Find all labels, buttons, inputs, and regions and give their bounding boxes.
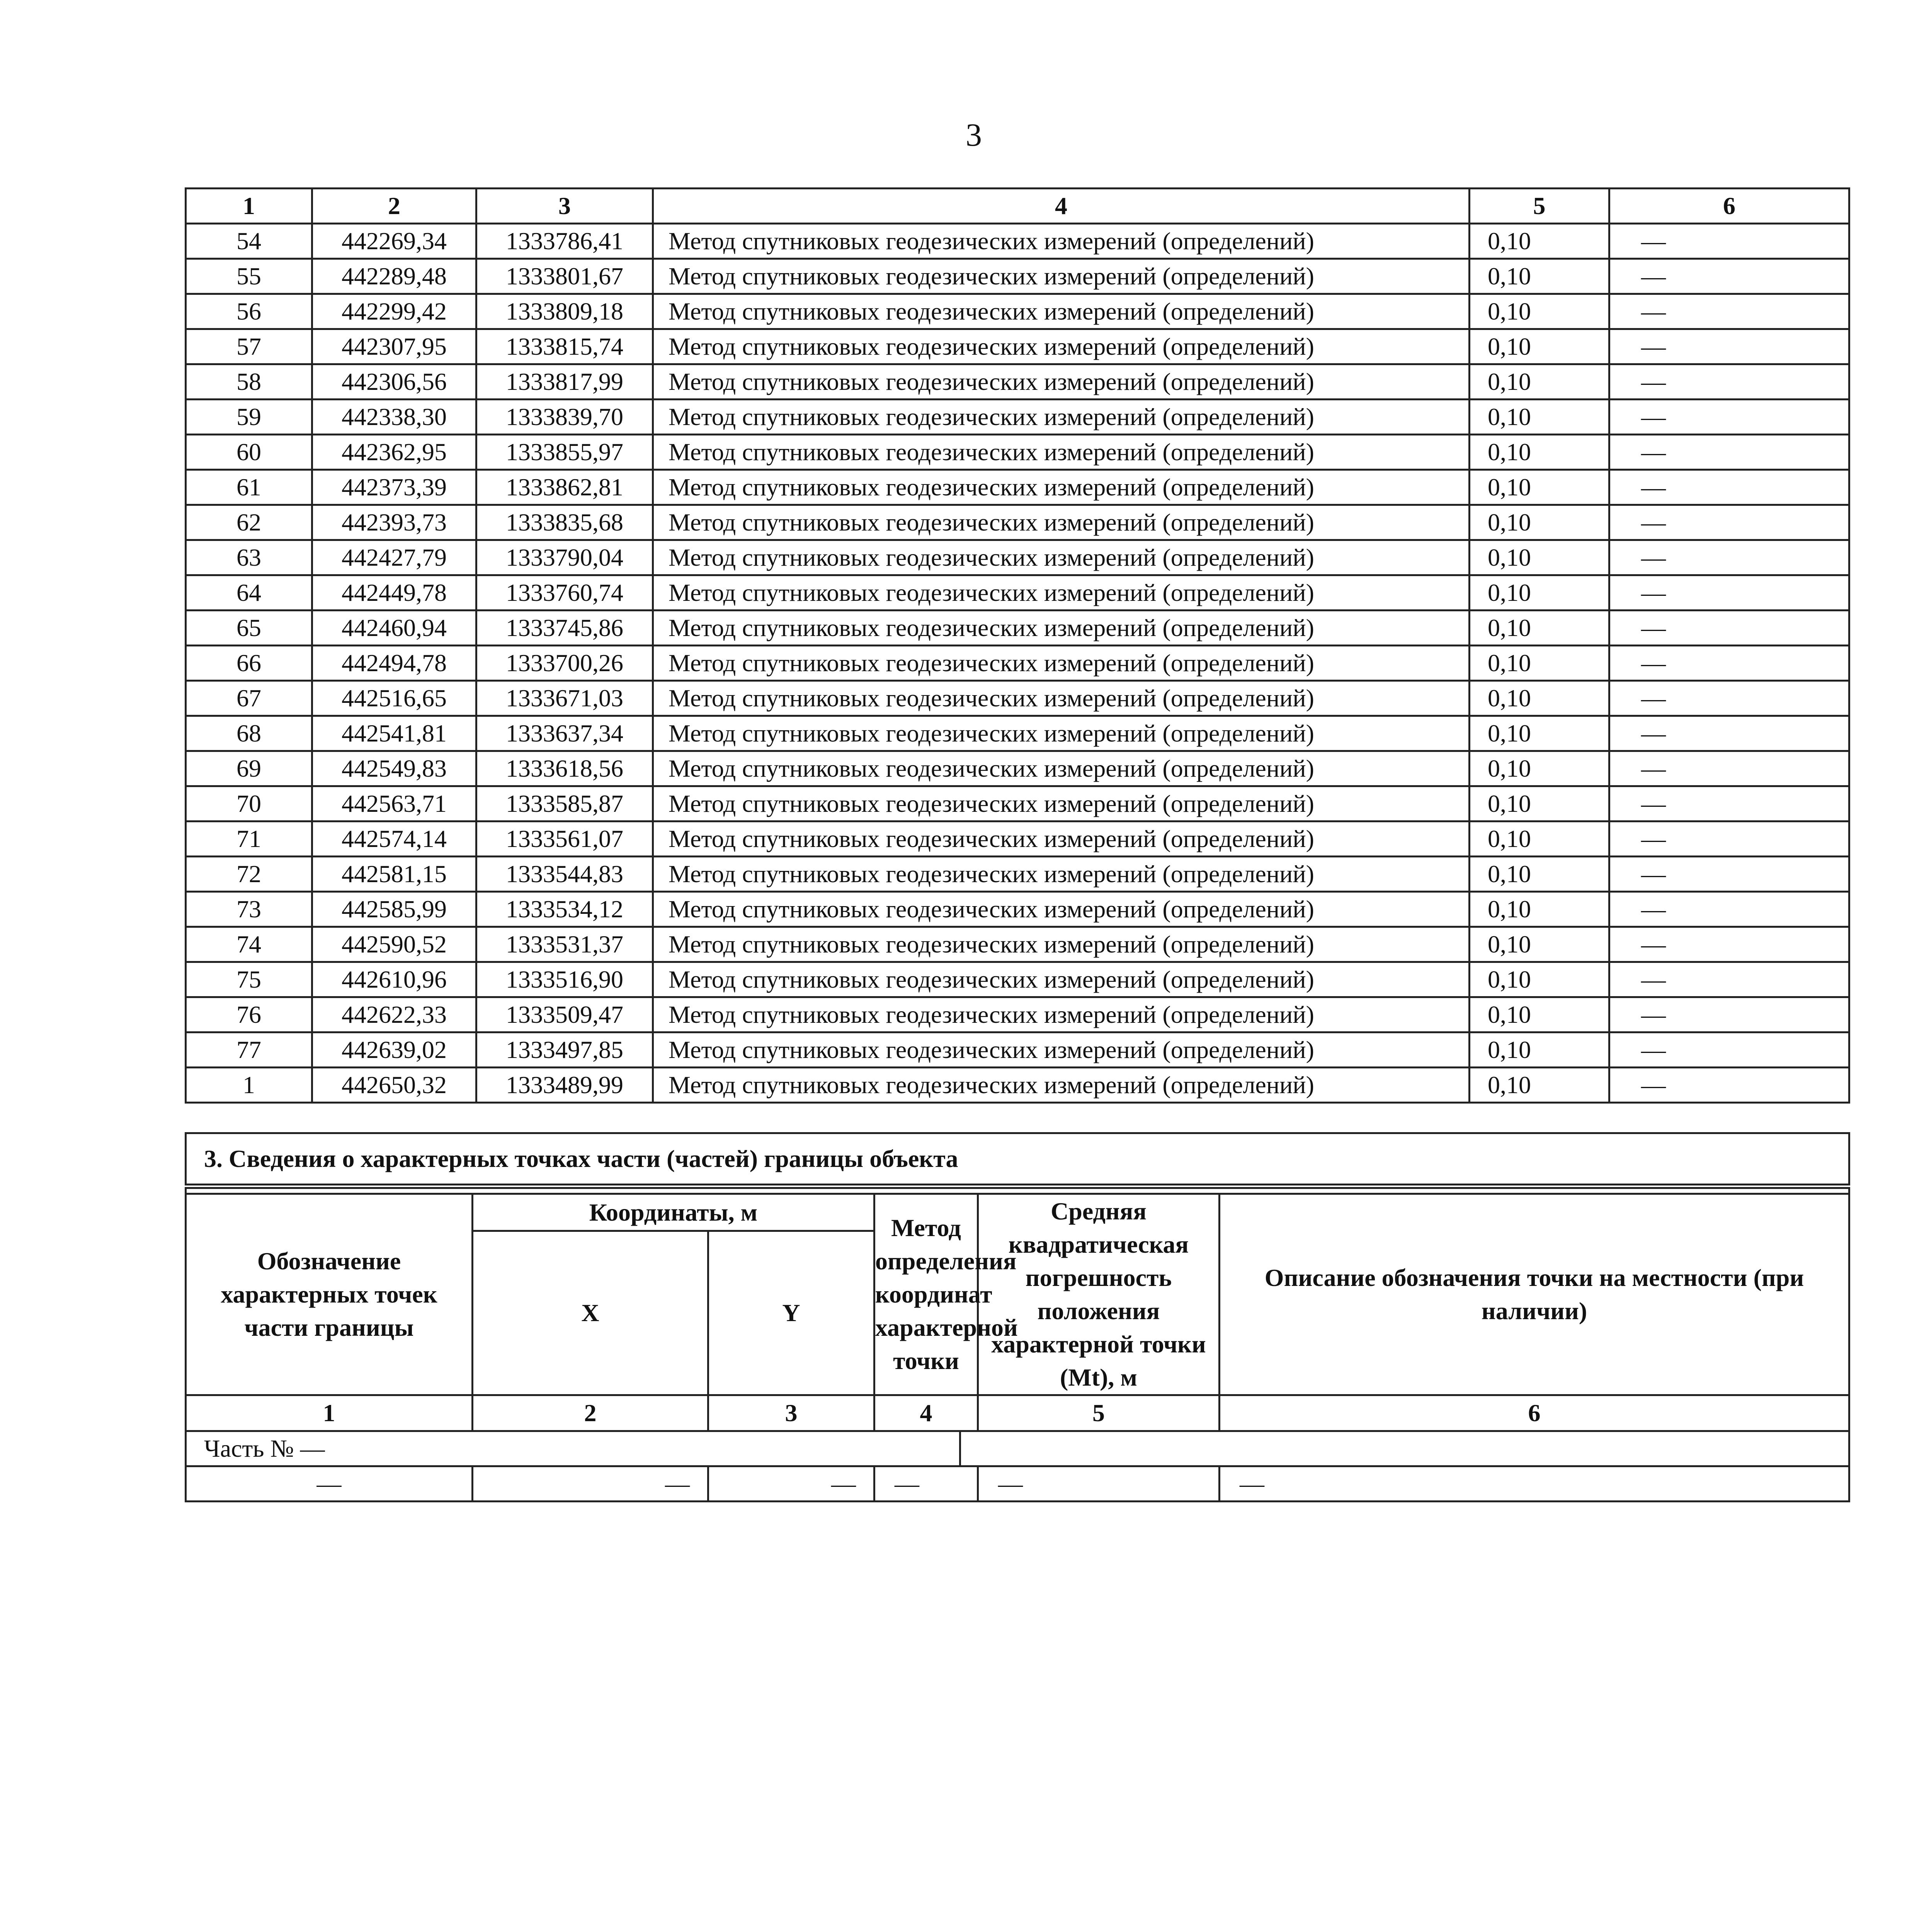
point-number: 72 xyxy=(186,857,312,892)
point-description: — xyxy=(1609,435,1849,470)
method: Метод спутниковых геодезических измерений (определений) xyxy=(653,997,1470,1032)
point-description: — xyxy=(1609,540,1849,575)
table-row xyxy=(186,611,1849,646)
y-coordinate: 1333671,03 xyxy=(476,681,653,716)
header-x: X xyxy=(473,1231,708,1395)
mean-square-error: 0,10 xyxy=(1470,400,1609,435)
x-coordinate: 442622,33 xyxy=(312,997,476,1032)
x-coordinate: 442299,42 xyxy=(312,294,476,329)
y-coordinate: 1333489,99 xyxy=(476,1068,653,1103)
header-point-designation: Обозначение характерных точек части границы xyxy=(186,1194,473,1395)
table-row xyxy=(186,505,1849,540)
part-row xyxy=(186,1431,1849,1466)
point-description: — xyxy=(1609,224,1849,259)
y-coordinate: 1333839,70 xyxy=(476,400,653,435)
mean-square-error: 0,10 xyxy=(1470,575,1609,611)
point-number: 70 xyxy=(186,786,312,821)
point-description: — xyxy=(1609,681,1849,716)
part-number-label: Часть № — xyxy=(186,1431,960,1466)
table-row xyxy=(186,786,1849,821)
point-number: 76 xyxy=(186,997,312,1032)
mean-square-error: 0,10 xyxy=(1470,927,1609,962)
point-number: 71 xyxy=(186,821,312,857)
table-row xyxy=(186,1466,1849,1502)
table-row xyxy=(186,364,1849,400)
x-coordinate: 442338,30 xyxy=(312,400,476,435)
y-coordinate: 1333516,90 xyxy=(476,962,653,997)
mean-square-error: 0,10 xyxy=(1470,224,1609,259)
y-coordinate: 1333509,47 xyxy=(476,997,653,1032)
table-row xyxy=(186,294,1849,329)
x-coordinate: 442585,99 xyxy=(312,892,476,927)
x-coordinate: 442563,71 xyxy=(312,786,476,821)
header-point-description: Описание обозначения точки на местности (при наличии) xyxy=(1220,1194,1849,1395)
mean-square-error: 0,10 xyxy=(1470,364,1609,400)
y-coordinate: 1333835,68 xyxy=(476,505,653,540)
point-description: — xyxy=(1609,857,1849,892)
point-number: 58 xyxy=(186,364,312,400)
column-number: 3 xyxy=(708,1395,874,1431)
method: Метод спутниковых геодезических измерений (определений) xyxy=(653,892,1470,927)
mean-square-error: 0,10 xyxy=(1470,646,1609,681)
table-row xyxy=(186,892,1849,927)
y-coordinate: 1333790,04 xyxy=(476,540,653,575)
y-coordinate: 1333637,34 xyxy=(476,716,653,751)
x-coordinate: 442549,83 xyxy=(312,751,476,786)
x-coordinate: 442516,65 xyxy=(312,681,476,716)
method: Метод спутниковых геодезических измерений (определений) xyxy=(653,1068,1470,1103)
y-coordinate: 1333534,12 xyxy=(476,892,653,927)
column-number: 1 xyxy=(186,189,312,224)
y-coordinate: 1333544,83 xyxy=(476,857,653,892)
point-number: 77 xyxy=(186,1032,312,1068)
y-coordinate: 1333855,97 xyxy=(476,435,653,470)
mean-square-error: 0,10 xyxy=(1470,997,1609,1032)
method: Метод спутниковых геодезических измерений (определений) xyxy=(653,751,1470,786)
point-number: 54 xyxy=(186,224,312,259)
point-description: — xyxy=(1609,821,1849,857)
point-number: 66 xyxy=(186,646,312,681)
dash-cell: — xyxy=(1220,1466,1849,1502)
point-number: 63 xyxy=(186,540,312,575)
x-coordinate: 442269,34 xyxy=(312,224,476,259)
x-coordinate: 442306,56 xyxy=(312,364,476,400)
x-coordinate: 442494,78 xyxy=(312,646,476,681)
x-coordinate: 442581,15 xyxy=(312,857,476,892)
column-number: 6 xyxy=(1220,1395,1849,1431)
x-coordinate: 442449,78 xyxy=(312,575,476,611)
method: Метод спутниковых геодезических измерений (определений) xyxy=(653,962,1470,997)
point-description: — xyxy=(1609,997,1849,1032)
point-number: 1 xyxy=(186,1068,312,1103)
point-description: — xyxy=(1609,400,1849,435)
method: Метод спутниковых геодезических измерений (определений) xyxy=(653,927,1470,962)
point-description: — xyxy=(1609,364,1849,400)
method: Метод спутниковых геодезических измерений (определений) xyxy=(653,1032,1470,1068)
column-number: 4 xyxy=(874,1395,978,1431)
x-coordinate: 442307,95 xyxy=(312,329,476,364)
point-description: — xyxy=(1609,892,1849,927)
point-description: — xyxy=(1609,786,1849,821)
table-row xyxy=(186,821,1849,857)
point-number: 60 xyxy=(186,435,312,470)
y-coordinate: 1333531,37 xyxy=(476,927,653,962)
method: Метод спутниковых геодезических измерений (определений) xyxy=(653,540,1470,575)
table-row xyxy=(186,681,1849,716)
y-coordinate: 1333862,81 xyxy=(476,470,653,505)
mean-square-error: 0,10 xyxy=(1470,470,1609,505)
mean-square-error: 0,10 xyxy=(1470,892,1609,927)
x-coordinate: 442460,94 xyxy=(312,611,476,646)
point-number: 74 xyxy=(186,927,312,962)
point-number: 68 xyxy=(186,716,312,751)
mean-square-error: 0,10 xyxy=(1470,294,1609,329)
point-description: — xyxy=(1609,962,1849,997)
header-mean-square-error: Средняя квадратическая погрешность положения характерной точки (Mt), м xyxy=(978,1194,1220,1395)
x-coordinate: 442289,48 xyxy=(312,259,476,294)
method: Метод спутниковых геодезических измерений (определений) xyxy=(653,611,1470,646)
x-coordinate: 442541,81 xyxy=(312,716,476,751)
mean-square-error: 0,10 xyxy=(1470,505,1609,540)
point-number: 65 xyxy=(186,611,312,646)
method: Метод спутниковых геодезических измерений (определений) xyxy=(653,470,1470,505)
method: Метод спутниковых геодезических измерений (определений) xyxy=(653,259,1470,294)
column-number: 5 xyxy=(1470,189,1609,224)
spacer-cell xyxy=(186,1186,1849,1194)
column-number: 6 xyxy=(1609,189,1849,224)
y-coordinate: 1333618,56 xyxy=(476,751,653,786)
point-description: — xyxy=(1609,575,1849,611)
column-number: 3 xyxy=(476,189,653,224)
mean-square-error: 0,10 xyxy=(1470,857,1609,892)
point-description: — xyxy=(1609,1068,1849,1103)
point-description: — xyxy=(1609,1032,1849,1068)
x-coordinate: 442393,73 xyxy=(312,505,476,540)
column-number: 4 xyxy=(653,189,1470,224)
dash-cell: — xyxy=(874,1466,978,1502)
point-description: — xyxy=(1609,329,1849,364)
header-method: Метод определения координат характерной точки xyxy=(874,1194,978,1395)
mean-square-error: 0,10 xyxy=(1470,716,1609,751)
point-number: 56 xyxy=(186,294,312,329)
method: Метод спутниковых геодезических измерений (определений) xyxy=(653,364,1470,400)
x-coordinate: 442362,95 xyxy=(312,435,476,470)
y-coordinate: 1333809,18 xyxy=(476,294,653,329)
mean-square-error: 0,10 xyxy=(1470,821,1609,857)
mean-square-error: 0,10 xyxy=(1470,540,1609,575)
method: Метод спутниковых геодезических измерений (определений) xyxy=(653,575,1470,611)
method: Метод спутниковых геодезических измерений (определений) xyxy=(653,294,1470,329)
dash-cell: — xyxy=(186,1466,473,1502)
table-row xyxy=(186,540,1849,575)
table-row xyxy=(186,997,1849,1032)
point-number: 57 xyxy=(186,329,312,364)
point-description: — xyxy=(1609,259,1849,294)
y-coordinate: 1333786,41 xyxy=(476,224,653,259)
y-coordinate: 1333801,67 xyxy=(476,259,653,294)
column-number: 1 xyxy=(186,1395,473,1431)
point-number: 55 xyxy=(186,259,312,294)
method: Метод спутниковых геодезических измерений (определений) xyxy=(653,716,1470,751)
section-title: 3. Сведения о характерных точках части (частей) границы объекта xyxy=(186,1133,1849,1187)
table-row xyxy=(186,927,1849,962)
table-row xyxy=(186,470,1849,505)
mean-square-error: 0,10 xyxy=(1470,681,1609,716)
column-number: 2 xyxy=(473,1395,708,1431)
mean-square-error: 0,10 xyxy=(1470,1032,1609,1068)
mean-square-error: 0,10 xyxy=(1470,329,1609,364)
table-row xyxy=(186,857,1849,892)
point-description: — xyxy=(1609,505,1849,540)
page-number: 3 xyxy=(966,117,982,153)
point-number: 69 xyxy=(186,751,312,786)
table-row xyxy=(186,1068,1849,1103)
x-coordinate: 442427,79 xyxy=(312,540,476,575)
y-coordinate: 1333497,85 xyxy=(476,1032,653,1068)
y-coordinate: 1333585,87 xyxy=(476,786,653,821)
x-coordinate: 442610,96 xyxy=(312,962,476,997)
point-number: 62 xyxy=(186,505,312,540)
point-description: — xyxy=(1609,294,1849,329)
column-number-row xyxy=(186,1395,1849,1431)
point-number: 67 xyxy=(186,681,312,716)
point-number: 59 xyxy=(186,400,312,435)
method: Метод спутниковых геодезических измерений (определений) xyxy=(653,857,1470,892)
table-row xyxy=(186,259,1849,294)
table-row xyxy=(186,716,1849,751)
point-description: — xyxy=(1609,716,1849,751)
dash-cell: — xyxy=(978,1466,1220,1502)
mean-square-error: 0,10 xyxy=(1470,435,1609,470)
point-number: 61 xyxy=(186,470,312,505)
table-row xyxy=(186,400,1849,435)
table-row xyxy=(186,329,1849,364)
point-description: — xyxy=(1609,751,1849,786)
method: Метод спутниковых геодезических измерений (определений) xyxy=(653,646,1470,681)
method: Метод спутниковых геодезических измерений (определений) xyxy=(653,329,1470,364)
y-coordinate: 1333700,26 xyxy=(476,646,653,681)
dash-cell: — xyxy=(708,1466,874,1502)
mean-square-error: 0,10 xyxy=(1470,751,1609,786)
table-row xyxy=(186,224,1849,259)
y-coordinate: 1333745,86 xyxy=(476,611,653,646)
boundary-points-table xyxy=(185,187,1850,1104)
method: Метод спутниковых геодезических измерений (определений) xyxy=(653,224,1470,259)
mean-square-error: 0,10 xyxy=(1470,1068,1609,1103)
y-coordinate: 1333760,74 xyxy=(476,575,653,611)
y-coordinate: 1333815,74 xyxy=(476,329,653,364)
mean-square-error: 0,10 xyxy=(1470,611,1609,646)
table-row xyxy=(186,751,1849,786)
mean-square-error: 0,10 xyxy=(1470,786,1609,821)
table-row xyxy=(186,435,1849,470)
method: Метод спутниковых геодезических измерений (определений) xyxy=(653,681,1470,716)
point-number: 73 xyxy=(186,892,312,927)
column-number: 5 xyxy=(978,1395,1220,1431)
x-coordinate: 442650,32 xyxy=(312,1068,476,1103)
part-row-empty xyxy=(960,1431,1849,1466)
point-number: 64 xyxy=(186,575,312,611)
x-coordinate: 442590,52 xyxy=(312,927,476,962)
column-number: 2 xyxy=(312,189,476,224)
table-row xyxy=(186,962,1849,997)
point-number: 75 xyxy=(186,962,312,997)
header-y: Y xyxy=(708,1231,874,1395)
header-coordinates: Координаты, м xyxy=(473,1194,874,1231)
mean-square-error: 0,10 xyxy=(1470,259,1609,294)
point-description: — xyxy=(1609,646,1849,681)
column-number-row xyxy=(186,189,1849,224)
x-coordinate: 442373,39 xyxy=(312,470,476,505)
table-row xyxy=(186,646,1849,681)
method: Метод спутниковых геодезических измерений (определений) xyxy=(653,400,1470,435)
method: Метод спутниковых геодезических измерений (определений) xyxy=(653,505,1470,540)
method: Метод спутниковых геодезических измерений (определений) xyxy=(653,435,1470,470)
method: Метод спутниковых геодезических измерений (определений) xyxy=(653,821,1470,857)
point-description: — xyxy=(1609,927,1849,962)
section-title-row xyxy=(186,1133,1849,1187)
section-3-table xyxy=(185,1132,1850,1502)
point-description: — xyxy=(1609,470,1849,505)
table-row xyxy=(186,1032,1849,1068)
method: Метод спутниковых геодезических измерений (определений) xyxy=(653,786,1470,821)
x-coordinate: 442639,02 xyxy=(312,1032,476,1068)
table-row xyxy=(186,575,1849,611)
mean-square-error: 0,10 xyxy=(1470,962,1609,997)
y-coordinate: 1333817,99 xyxy=(476,364,653,400)
dash-cell: — xyxy=(473,1466,708,1502)
y-coordinate: 1333561,07 xyxy=(476,821,653,857)
point-description: — xyxy=(1609,611,1849,646)
x-coordinate: 442574,14 xyxy=(312,821,476,857)
